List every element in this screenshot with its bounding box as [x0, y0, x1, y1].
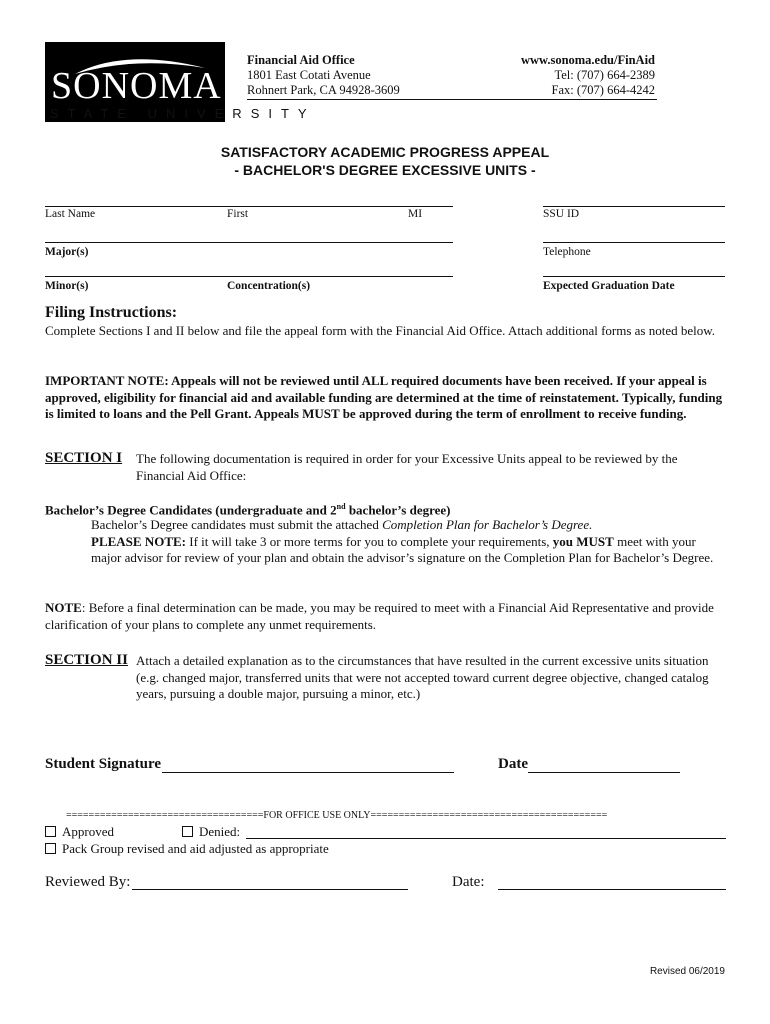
pack-group-option[interactable] [45, 841, 329, 858]
denied-option[interactable] [182, 824, 240, 841]
name-line[interactable] [45, 206, 453, 207]
title-line1: SATISFACTORY ACADEMIC PROGRESS APPEAL [220, 144, 550, 160]
denied-checkbox-icon[interactable] [182, 826, 193, 837]
minor-line[interactable] [45, 276, 453, 277]
header-rule [247, 99, 657, 100]
revision-date: Revised 06/2019 [649, 966, 725, 977]
completion-plan-title: Completion Plan for Bachelor’s Degree. [382, 517, 593, 532]
office-use-banner: ===================================FOR OFFICE USE ONLY========================================== [66, 810, 608, 821]
candidates-text [91, 517, 723, 567]
reviewed-by-line[interactable] [132, 889, 408, 890]
last-name-label: Last Name [45, 208, 96, 220]
candidates-heading-b: bachelor’s degree) [345, 502, 451, 518]
date-label: Date [498, 756, 528, 772]
logo-subtitle: STATE UNIVERSITY [50, 106, 316, 121]
grad-date-label: Expected Graduation Date [543, 280, 675, 292]
section-1-text: The following documentation is required in order for your Excessive Units appeal to be reviewed by the Financial Aid Office: [136, 451, 678, 483]
candidates-heading [45, 499, 730, 519]
logo-wordmark: SONOMA [51, 65, 222, 107]
candidates-text-a: Bachelor’s Degree candidates must submit the attached [91, 517, 383, 532]
denied-reason-line[interactable] [246, 838, 726, 839]
note-text: : Before a final determination can be made, you may be required to meet with a Financial Aid Representative and provide clarification of your plans to complete any unmet requirements. [45, 600, 714, 632]
please-note-text-a: If it will take 3 or more terms for you to complete your requirements, [186, 533, 553, 549]
mi-label: MI [408, 208, 423, 220]
first-name-label: First [227, 208, 249, 220]
telephone-number: Tel: (707) 664-2389 [554, 68, 655, 82]
please-note-text-b: meet with your major advisor for review of your plan and obtain the advisor’s signature on the Completion Plan for Bachelor’s Degree. [91, 533, 714, 565]
minor-label: Minor(s) [45, 280, 89, 292]
pack-group-label: Pack Group revised and aid adjusted as appropriate [62, 841, 329, 856]
important-note: IMPORTANT NOTE: Appeals will not be reviewed until ALL required documents have been received. If your appeal is approved, eligibility for financial aid and available funding are determined at the time of reinstatement. Typically, funding is limited to loans and the Pell Grant. Appeals MUST be approved during the term of enrollment to receive funding. [45, 373, 723, 421]
ssu-id-label: SSU ID [543, 208, 580, 220]
concentration-label: Concentration(s) [227, 280, 311, 292]
date-line[interactable] [528, 772, 680, 773]
section-2-text: Attach a detailed explanation as to the circumstances that have resulted in the current excessive units situation (e.g. changed major, transferred units that were not accepted toward current degree objective, changed catalog years, pursuing a double major, pursuing a minor, etc.) [136, 653, 709, 701]
form-title [0, 143, 770, 179]
office-date-line[interactable] [498, 889, 726, 890]
website: www.sonoma.edu/FinAid [520, 53, 655, 67]
major-line[interactable] [45, 242, 453, 243]
office-date-label: Date: [452, 874, 485, 890]
reviewed-by-label: Reviewed By: [45, 874, 131, 890]
telephone-label: Telephone [543, 246, 591, 258]
title-line2: - BACHELOR'S DEGREE EXCESSIVE UNITS - [234, 162, 536, 178]
approved-label: Approved [62, 824, 114, 839]
approved-option[interactable] [45, 824, 114, 841]
office-contact [480, 53, 655, 98]
telephone-line[interactable] [543, 242, 725, 243]
filing-heading: Filing Instructions: [45, 304, 178, 321]
major-label: Major(s) [45, 246, 89, 258]
student-signature-line[interactable] [162, 772, 454, 773]
approved-checkbox-icon[interactable] [45, 826, 56, 837]
please-note-must: you MUST [552, 533, 614, 549]
please-note-label: PLEASE NOTE: [91, 533, 186, 549]
section-2-label: SECTION II [45, 652, 128, 668]
candidates-sup: nd [336, 502, 346, 511]
office-address [247, 53, 400, 98]
denied-label: Denied: [199, 824, 241, 839]
filing-text: Complete Sections I and II below and file the appeal form with the Financial Aid Office. Attach additional forms as noted below. [45, 323, 716, 338]
pack-group-checkbox-icon[interactable] [45, 843, 56, 854]
office-name: Financial Aid Office [247, 53, 355, 67]
fax-number: Fax: (707) 664-4242 [551, 83, 655, 97]
address-line1: 1801 East Cotati Avenue [247, 68, 371, 82]
note-paragraph [45, 600, 730, 633]
address-line2: Rohnert Park, CA 94928-3609 [247, 83, 400, 97]
candidates-heading-a: Bachelor’s Degree Candidates (undergraduate and 2 [45, 502, 337, 518]
ssu-id-line[interactable] [543, 206, 725, 207]
student-signature-label: Student Signature [45, 756, 162, 772]
grad-date-line[interactable] [543, 276, 725, 277]
section-1-label: SECTION I [45, 450, 123, 466]
note-label: NOTE [45, 600, 82, 615]
